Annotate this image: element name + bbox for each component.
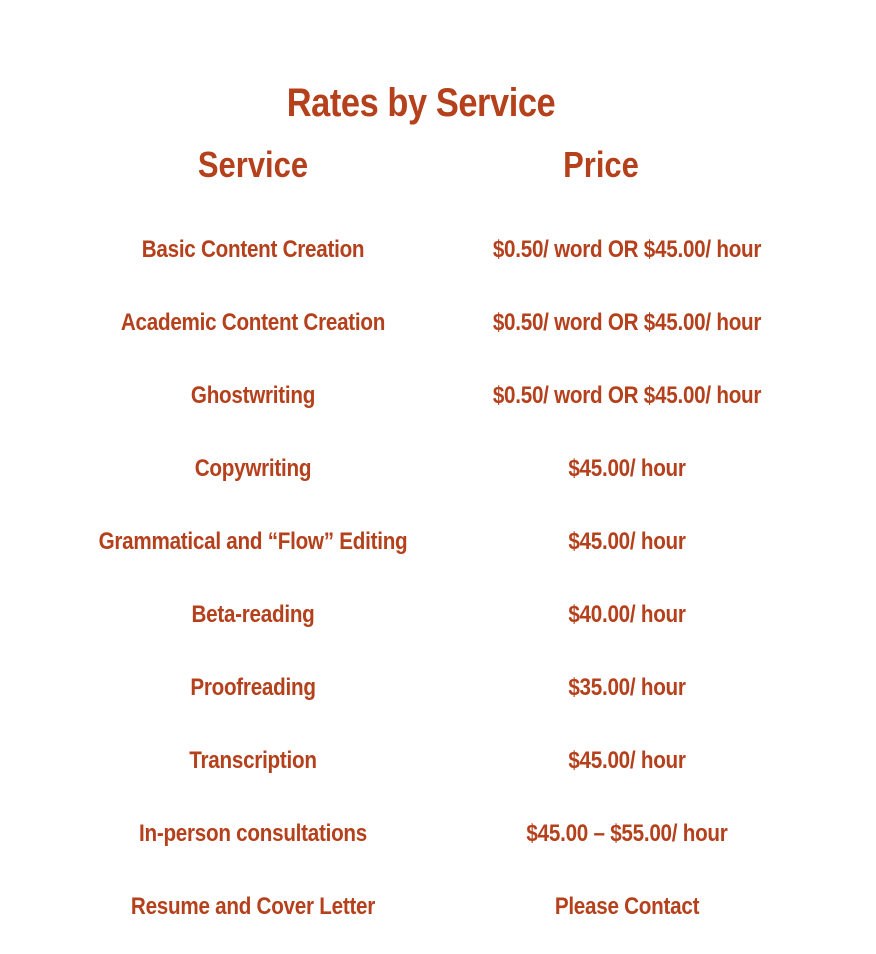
service-column-header: Service	[197, 144, 309, 185]
rate-row	[53, 651, 801, 724]
price-column-header: Price	[563, 144, 639, 185]
service-price: $45.00/ hour	[568, 746, 686, 774]
service-price: $0.50/ word OR $45.00/ hour	[492, 235, 762, 263]
rate-row	[53, 286, 801, 359]
rate-row	[53, 724, 801, 797]
service-price: $40.00/ hour	[568, 600, 686, 628]
rate-row	[53, 359, 801, 432]
service-name: Grammatical and “Flow” Editing	[98, 527, 408, 555]
service-price: $0.50/ word OR $45.00/ hour	[492, 308, 762, 336]
service-name: In-person consultations	[138, 819, 368, 847]
service-price: $0.50/ word OR $45.00/ hour	[492, 381, 762, 409]
rate-row	[53, 213, 801, 286]
service-price: $35.00/ hour	[568, 673, 686, 701]
service-name: Transcription	[189, 746, 317, 774]
rate-row	[53, 505, 801, 578]
page-title: Rates by Service	[286, 81, 556, 125]
rate-row	[53, 797, 801, 870]
service-name: Beta-reading	[191, 600, 315, 628]
rate-row	[53, 432, 801, 505]
service-name: Proofreading	[190, 673, 316, 701]
rates-table	[53, 213, 801, 943]
service-price: $45.00/ hour	[568, 454, 686, 482]
service-name: Copywriting	[194, 454, 312, 482]
service-name: Academic Content Creation	[120, 308, 386, 336]
service-name: Basic Content Creation	[141, 235, 365, 263]
service-price: $45.00/ hour	[568, 527, 686, 555]
service-name: Ghostwriting	[190, 381, 316, 409]
rate-row	[53, 578, 801, 651]
rate-row	[53, 870, 801, 943]
service-price: Please Contact	[554, 892, 700, 920]
service-price: $45.00 – $55.00/ hour	[526, 819, 728, 847]
service-name: Resume and Cover Letter	[130, 892, 376, 920]
